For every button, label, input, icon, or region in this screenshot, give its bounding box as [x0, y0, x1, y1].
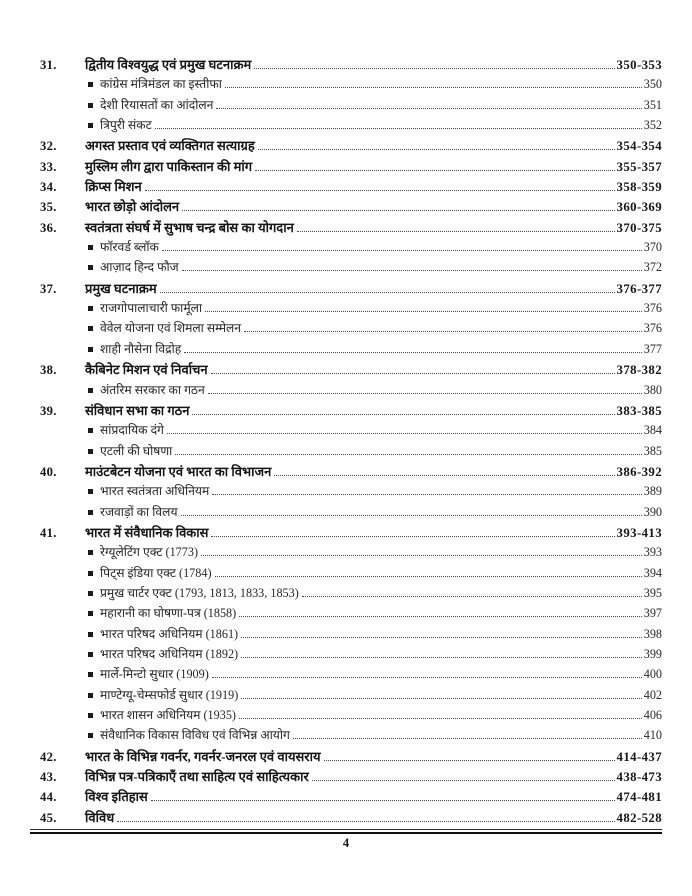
- dotted-leader: [239, 715, 642, 719]
- toc-subentry-title: प्रमुख चार्टर एक्ट (1793, 1813, 1833, 1853): [100, 585, 299, 600]
- square-bullet-icon: [88, 693, 93, 698]
- toc-subentry: [30, 706, 662, 726]
- dotted-leader: [293, 735, 642, 739]
- toc-subentry: [30, 381, 662, 401]
- toc-entry: [30, 218, 662, 238]
- toc-subentry-pages: 377: [643, 341, 662, 356]
- toc-entry-title: द्वितीय विश्वयुद्ध एवं प्रमुख घटनाक्रम: [85, 57, 252, 72]
- toc-subentry-pages: 399: [643, 646, 662, 661]
- toc-entry: [30, 360, 662, 380]
- toc-entry-pages: 378-382: [616, 363, 662, 378]
- toc-subentry-pages: 393: [643, 545, 662, 560]
- toc-subentry-title: त्रिपुरी संकट: [100, 118, 152, 133]
- dotted-leader: [182, 267, 642, 271]
- toc-entry-title: भारत के विभिन्न गवर्नर, गवर्नर-जनरल एवं वायसराय: [85, 748, 321, 764]
- square-bullet-icon: [88, 591, 93, 596]
- square-bullet-icon: [88, 489, 93, 494]
- toc-subentry-pages: 397: [643, 606, 662, 621]
- toc-subentry-pages: 352: [643, 118, 662, 133]
- toc-entry-pages: 438-473: [616, 770, 662, 785]
- dotted-leader: [175, 451, 641, 455]
- footer-rule-thin: [30, 829, 662, 830]
- toc-entry-number: 32.: [40, 139, 57, 154]
- square-bullet-icon: [88, 571, 93, 576]
- toc-entry-pages: 354-354: [616, 139, 662, 154]
- toc-entry-number: 43.: [40, 770, 57, 785]
- toc-subentry-pages: 384: [643, 423, 662, 438]
- toc-entry-number: 38.: [40, 363, 57, 378]
- toc-subentry-title: भारत स्वतंत्रता अधिनियम: [100, 484, 210, 499]
- dotted-leader: [244, 328, 642, 332]
- dotted-leader: [151, 797, 615, 801]
- toc-entry: [30, 197, 662, 217]
- toc-subentry: [30, 665, 662, 685]
- toc-list: [30, 55, 662, 828]
- toc-entry: [30, 523, 662, 543]
- toc-subentry: [30, 96, 662, 116]
- dotted-leader: [145, 187, 615, 191]
- toc-subentry: [30, 116, 662, 136]
- square-bullet-icon: [88, 733, 93, 738]
- toc-subentry-title: अंतरिम सरकार का गठन: [100, 382, 205, 397]
- dotted-leader: [258, 146, 615, 150]
- toc-entry-pages: 414-437: [616, 749, 662, 764]
- toc-entry-number: 33.: [40, 159, 57, 174]
- toc-subentry-title: रेग्यूलेटिंग एक्ट (1773): [100, 545, 199, 560]
- toc-entry-pages: 386-392: [616, 464, 662, 479]
- toc-entry-title: माउंटबेटन योजना एवं भारत का विभाजन: [85, 463, 272, 479]
- toc-subentry-pages: 395: [643, 585, 662, 600]
- dotted-leader: [225, 84, 642, 88]
- square-bullet-icon: [88, 326, 93, 331]
- toc-subentry-title: संवैधानिक विकास विविध एवं विभिन्न आयोग: [100, 728, 290, 743]
- toc-entry-pages: 482-528: [616, 810, 662, 825]
- toc-subentry-title: फॉरवर्ड ब्लॉक: [100, 240, 159, 255]
- toc-entry-pages: 360-369: [616, 200, 662, 215]
- toc-subentry: [30, 686, 662, 706]
- toc-entry: [30, 767, 662, 787]
- toc-entry-pages: 350-353: [616, 58, 662, 72]
- toc-subentry-title: भारत परिषद अधिनियम (1892): [100, 646, 239, 661]
- toc-subentry: [30, 604, 662, 624]
- dotted-leader: [324, 757, 615, 761]
- footer-rule-thick: [30, 832, 662, 834]
- square-bullet-icon: [88, 245, 93, 250]
- toc-subentry: [30, 543, 662, 563]
- toc-subentry: [30, 299, 662, 319]
- toc-entry: [30, 55, 662, 75]
- square-bullet-icon: [88, 713, 93, 718]
- toc-entry-number: 44.: [40, 790, 57, 805]
- toc-subentry: [30, 421, 662, 441]
- footer-page-number: 4: [342, 836, 350, 851]
- toc-subentry-pages: 376: [643, 321, 662, 336]
- toc-subentry-title: पिट्स इंडिया एक्ट (1784): [100, 565, 212, 580]
- square-bullet-icon: [88, 388, 93, 393]
- toc-entry: [30, 747, 662, 767]
- square-bullet-icon: [88, 428, 93, 433]
- square-bullet-icon: [88, 347, 93, 352]
- square-bullet-icon: [88, 123, 93, 128]
- toc-entry: [30, 136, 662, 156]
- dotted-leader: [212, 674, 642, 678]
- square-bullet-icon: [88, 550, 93, 555]
- toc-entry-pages: 355-357: [616, 159, 662, 174]
- dotted-leader: [312, 777, 615, 781]
- toc-subentry: [30, 584, 662, 604]
- toc-subentry-title: आज़ाद हिन्द फौज: [100, 260, 179, 275]
- dotted-leader: [241, 634, 642, 638]
- toc-subentry-title: मार्ले-मिन्टो सुधार (1909): [100, 667, 209, 682]
- dotted-leader: [205, 308, 642, 312]
- toc-subentry-pages: 400: [643, 667, 662, 682]
- toc-subentry-pages: 398: [643, 626, 662, 641]
- dotted-leader: [182, 207, 614, 211]
- dotted-leader: [201, 552, 642, 556]
- toc-entry-number: 37.: [40, 281, 57, 296]
- toc-subentry: [30, 625, 662, 645]
- dotted-leader: [192, 411, 614, 415]
- toc-subentry-title: कांग्रेस मंत्रिमंडल का इस्तीफा: [100, 77, 222, 92]
- toc-subentry-title: राजगोपालाचारी फार्मूला: [100, 301, 203, 316]
- toc-subentry-title: वेवेल योजना एवं शिमला सम्मेलन: [100, 321, 242, 336]
- toc-subentry-title: रजवाड़ों का विलय: [100, 504, 178, 519]
- dotted-leader: [216, 105, 641, 109]
- toc-subentry-pages: 390: [643, 504, 662, 519]
- toc-entry-pages: 376-377: [616, 281, 662, 296]
- toc-subentry: [30, 645, 662, 665]
- toc-subentry-title: महारानी का घोषणा-पत्र (1858): [100, 606, 237, 621]
- toc-subentry-title: सांप्रदायिक दंगे: [100, 423, 164, 438]
- toc-entry-number: 35.: [40, 200, 57, 215]
- toc-entry-number: 45.: [40, 810, 57, 825]
- toc-entry-number: 34.: [40, 180, 57, 195]
- toc-entry-title: कैबिनेट मिशन एवं निर्वाचन: [85, 362, 208, 378]
- toc-entry-number: 39.: [40, 403, 57, 418]
- toc-subentry-pages: 410: [643, 728, 662, 743]
- dotted-leader: [184, 349, 641, 353]
- toc-subentry-pages: 394: [643, 565, 662, 580]
- toc-entry-pages: 358-359: [616, 180, 662, 195]
- toc-entry: [30, 157, 662, 177]
- dotted-leader: [211, 370, 615, 374]
- square-bullet-icon: [88, 672, 93, 677]
- dotted-leader: [117, 818, 614, 822]
- toc-subentry: [30, 319, 662, 339]
- toc-entry-pages: 383-385: [616, 403, 662, 418]
- toc-subentry-title: माण्टेग्यू-चेम्सफोर्ड सुधार (1919): [100, 687, 239, 702]
- footer-rule: [30, 829, 662, 834]
- dotted-leader: [181, 512, 642, 516]
- toc-entry-title: विविध: [85, 809, 115, 825]
- dotted-leader: [208, 390, 642, 394]
- toc-entry-title: विभिन्न पत्र-पत्रिकाएँ तथा साहित्य एवं साहित्यकार: [85, 769, 309, 785]
- square-bullet-icon: [88, 103, 93, 108]
- toc-entry-pages: 393-413: [616, 525, 662, 540]
- dotted-leader: [302, 593, 642, 597]
- dotted-leader: [167, 430, 642, 434]
- dotted-leader: [297, 228, 615, 232]
- square-bullet-icon: [88, 632, 93, 637]
- dotted-leader: [212, 491, 641, 495]
- toc-entry-title: स्वतंत्रता संघर्ष में सुभाष चन्द्र बोस का योगदान: [85, 219, 294, 235]
- toc-entry-title: अगस्त प्रस्ताव एवं व्यक्तिगत सत्याग्रह: [85, 138, 255, 154]
- dotted-leader: [215, 573, 642, 577]
- dotted-leader: [155, 125, 642, 129]
- toc-entry-title: भारत में संवैधानिक विकास: [85, 524, 209, 540]
- toc-subentry: [30, 238, 662, 258]
- toc-subentry-pages: 389: [643, 484, 662, 499]
- toc-entry-title: संविधान सभा का गठन: [85, 402, 190, 418]
- toc-subentry-title: देशी रियासतों का आंदोलन: [100, 97, 214, 112]
- toc-entry-title: क्रिप्स मिशन: [85, 179, 142, 195]
- toc-entry-pages: 370-375: [616, 220, 662, 235]
- toc-entry: [30, 279, 662, 299]
- toc-subentry-pages: 372: [643, 260, 662, 275]
- dotted-leader: [274, 472, 614, 476]
- toc-subentry: [30, 482, 662, 502]
- toc-entry-number: 42.: [40, 749, 57, 764]
- toc-subentry-pages: 370: [643, 240, 662, 255]
- toc-subentry-title: भारत परिषद अधिनियम (1861): [100, 626, 239, 641]
- toc-entry: [30, 177, 662, 197]
- dotted-leader: [239, 613, 642, 617]
- dotted-leader: [241, 654, 642, 658]
- square-bullet-icon: [88, 82, 93, 87]
- square-bullet-icon: [88, 652, 93, 657]
- toc-subentry-title: भारत शासन अधिनियम (1935): [100, 708, 236, 722]
- dotted-leader: [254, 65, 614, 69]
- toc-subentry: [30, 258, 662, 278]
- toc-subentry: [30, 75, 662, 95]
- toc-subentry-pages: 351: [643, 97, 662, 112]
- toc-subentry: [30, 564, 662, 584]
- toc-subentry-title: एटली की घोषणा: [100, 443, 173, 458]
- toc-subentry-pages: 350: [643, 77, 662, 92]
- square-bullet-icon: [88, 265, 93, 270]
- toc-entry: [30, 787, 662, 807]
- square-bullet-icon: [88, 510, 93, 515]
- toc-entry-title: प्रमुख घटनाक्रम: [85, 280, 157, 296]
- square-bullet-icon: [88, 449, 93, 454]
- toc-entry-title: मुस्लिम लीग द्वारा पाकिस्तान की मांग: [85, 158, 253, 174]
- dotted-leader: [160, 289, 615, 293]
- toc-subentry-pages: 376: [643, 301, 662, 316]
- toc-entry-number: 31.: [40, 58, 57, 72]
- dotted-leader: [255, 167, 615, 171]
- toc-entry-pages: 474-481: [616, 790, 662, 805]
- toc-entry-number: 40.: [40, 464, 57, 479]
- dotted-leader: [241, 695, 641, 699]
- toc-subentry-pages: 380: [643, 382, 662, 397]
- toc-subentry-pages: 402: [643, 687, 662, 702]
- toc-entry: [30, 401, 662, 421]
- toc-entry-title: भारत छोड़ो आंदोलन: [85, 199, 180, 215]
- toc-subentry-title: शाही नौसेना विद्रोह: [100, 341, 182, 356]
- toc-subentry: [30, 340, 662, 360]
- toc-entry: [30, 462, 662, 482]
- toc-subentry: [30, 442, 662, 462]
- square-bullet-icon: [88, 306, 93, 311]
- toc-subentry: [30, 726, 662, 746]
- toc-entry-number: 36.: [40, 220, 57, 235]
- toc-entry-number: 41.: [40, 525, 57, 540]
- toc-entry-title: विश्व इतिहास: [85, 789, 148, 805]
- toc-subentry-pages: 385: [643, 443, 662, 458]
- dotted-leader: [162, 247, 642, 251]
- square-bullet-icon: [88, 611, 93, 616]
- toc-subentry: [30, 503, 662, 523]
- toc-subentry-pages: 406: [643, 708, 662, 722]
- dotted-leader: [211, 533, 614, 537]
- toc-entry: [30, 808, 662, 828]
